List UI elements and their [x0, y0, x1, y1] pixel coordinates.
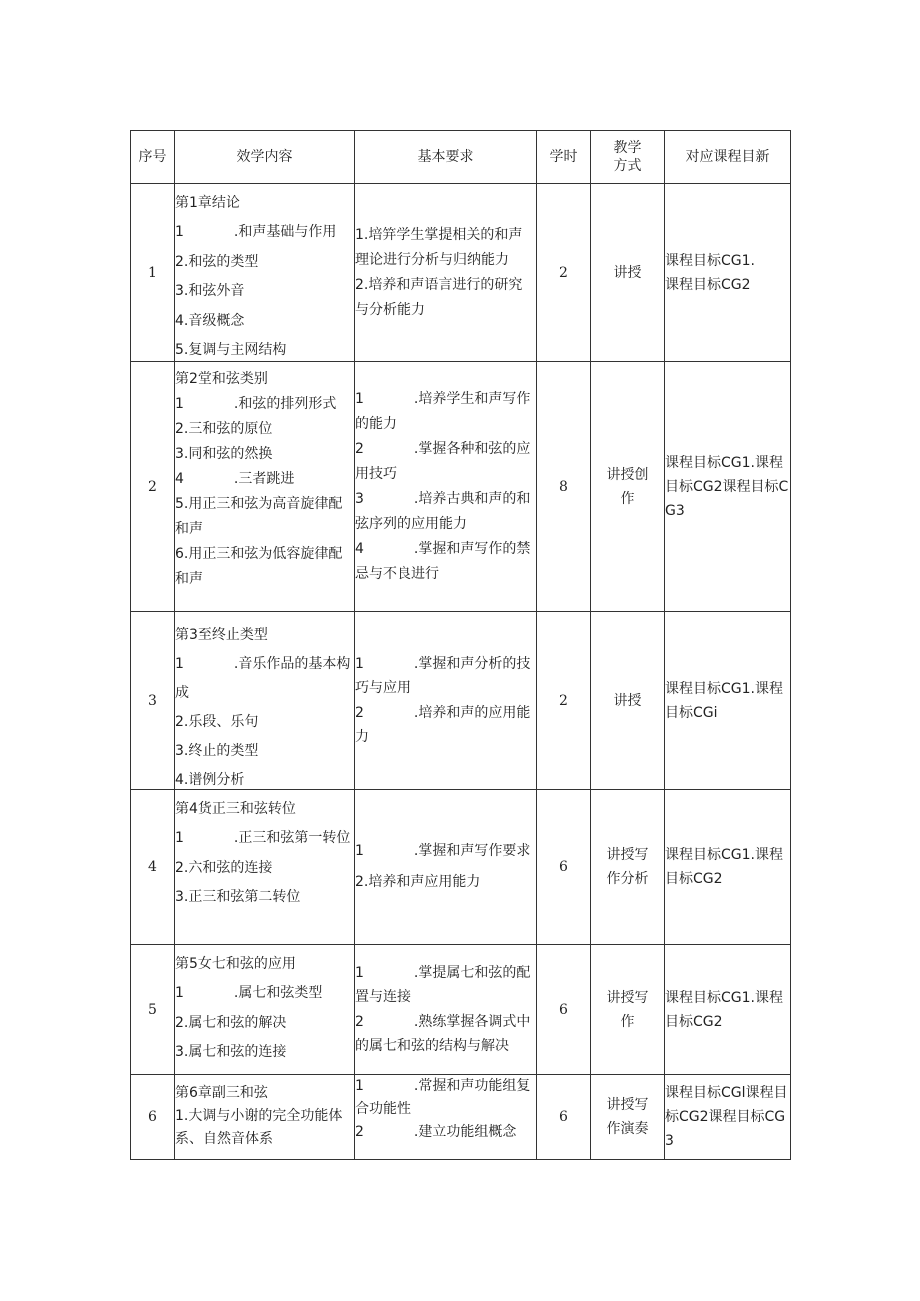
- hours-cell: 8: [537, 362, 591, 612]
- method-cell: [591, 362, 665, 612]
- header-method-line: 方式: [613, 158, 642, 174]
- requirement-line: 2.培养和声应用能力: [355, 874, 481, 890]
- method-cell: [591, 184, 665, 362]
- header-content: 效学内容: [175, 131, 355, 184]
- method-text: 讲授: [613, 264, 642, 281]
- content-line: 4.谱例分析: [175, 771, 245, 787]
- content-line: 1 .和声基础与作用: [175, 224, 337, 240]
- table-row: [131, 790, 791, 945]
- content-line: 1 .正三和弦第一转位: [175, 830, 351, 846]
- content-line: 第4货正三和弦转位: [175, 800, 296, 817]
- method-text: 讲授写作演奏: [606, 1097, 649, 1137]
- content-line: 3.正三和弦第二转位: [175, 889, 301, 905]
- goals-cell: [665, 612, 791, 790]
- goal-line: 课程目标CG1.: [665, 252, 755, 269]
- row-number: 6: [131, 1075, 175, 1160]
- content-cell: [175, 362, 355, 612]
- content-line: 1 .属七和弦类型: [175, 985, 323, 1001]
- content-line: 4.音级概念: [175, 312, 245, 329]
- header-method: [591, 131, 665, 184]
- goal-line: 课程目标CG1.课程目标CG2: [665, 847, 783, 887]
- content-line: 1 .和弦的排列形式: [175, 395, 337, 412]
- requirements-cell: [355, 184, 537, 362]
- method-cell: [591, 612, 665, 790]
- table-row: [131, 184, 791, 362]
- requirement-line: 1 .培养学生和声写作的能力: [355, 390, 531, 432]
- header-method-line: 教学: [613, 140, 642, 156]
- content-line: 1.大调与小谢的完全功能体系、自然音体系: [175, 1107, 343, 1147]
- goal-line: 课程目标CG1.课程目标CG2课程目标CG3: [665, 454, 789, 519]
- row-number: 1: [131, 184, 175, 362]
- row-number: 5: [131, 945, 175, 1075]
- content-line: 5.复调与主网结构: [175, 342, 287, 358]
- hours-cell: 6: [537, 1075, 591, 1160]
- content-line: 2.属七和弦的解决: [175, 1014, 287, 1031]
- requirement-line: 4 .掌握和声写作的禁忌与不良进行: [355, 540, 531, 582]
- content-line: 5.用正三和弦为高音旋律配和声: [175, 495, 343, 537]
- content-line: 4 .三者跳进: [175, 470, 295, 487]
- hours-cell: 6: [537, 945, 591, 1075]
- content-line: 第1章结论: [175, 194, 240, 211]
- content-line: 1 .音乐作品的基本构成: [175, 655, 351, 701]
- goal-line: 课程目标CG1.课程目标CGi: [665, 680, 783, 721]
- requirement-line: 1 .掌提属七和弦的配置与连接: [355, 964, 531, 1005]
- goal-line: 课程目标CG1.课程目标CG2: [665, 989, 783, 1030]
- content-cell: [175, 184, 355, 362]
- content-cell: [175, 945, 355, 1075]
- content-line: 3.同和弦的然换: [175, 445, 273, 462]
- requirements-cell: [355, 612, 537, 790]
- requirements-cell: [355, 1075, 537, 1160]
- goals-cell: [665, 362, 791, 612]
- requirement-line: 1 .常握和声功能组复合功能性: [355, 1078, 531, 1117]
- goals-cell: [665, 1075, 791, 1160]
- content-cell: [175, 790, 355, 945]
- content-line: 第5女七和弦的应用: [175, 955, 296, 972]
- goals-cell: [665, 790, 791, 945]
- content-line: 3.属七和弦的连接: [175, 1044, 287, 1060]
- header-hours: 学时: [537, 131, 591, 184]
- method-text: 讲授写作: [606, 989, 649, 1030]
- method-text: 讲授: [613, 692, 642, 709]
- content-line: 3.终止的类型: [175, 742, 259, 759]
- goals-cell: [665, 184, 791, 362]
- content-cell: [175, 612, 355, 790]
- table-row: [131, 612, 791, 790]
- goals-cell: [665, 945, 791, 1075]
- content-cell: [175, 1075, 355, 1160]
- requirements-cell: [355, 362, 537, 612]
- hours-cell: 2: [537, 612, 591, 790]
- requirement-line: 1 .掌握和声分析的技巧与应用: [355, 655, 531, 696]
- requirements-cell: [355, 790, 537, 945]
- content-line: 2.和弦的类型: [175, 253, 259, 270]
- table-row: [131, 362, 791, 612]
- header-goals: 对应课程目新: [665, 131, 791, 184]
- requirement-line: 2 .培养和声的应用能力: [355, 704, 531, 745]
- content-line: 2.六和弦的连接: [175, 859, 273, 876]
- syllabus-table: [130, 130, 791, 1160]
- requirement-line: 2 .建立功能组概念: [355, 1124, 517, 1140]
- method-text: 讲授创作: [606, 466, 649, 507]
- requirement-line: 3 .培养古典和声的和弦序列的应用能力: [355, 490, 531, 532]
- table-row: [131, 945, 791, 1075]
- table-row: [131, 1075, 791, 1160]
- content-line: 6.用正三和弦为低容旋律配和声: [175, 545, 343, 587]
- requirement-line: 2.培养和声语言进行的研究与分析能力: [355, 276, 523, 318]
- goal-line: 课程目标CGl课程目标CG2课程目标CG3: [665, 1085, 788, 1149]
- hours-cell: 6: [537, 790, 591, 945]
- requirements-cell: [355, 945, 537, 1075]
- content-line: 2.三和弦的原位: [175, 420, 273, 437]
- method-cell: [591, 1075, 665, 1160]
- method-text: 讲授写作分析: [606, 847, 649, 887]
- method-cell: [591, 790, 665, 945]
- requirement-line: 1 .掌握和声写作要求: [355, 843, 531, 859]
- content-line: 第6章副三和弦: [175, 1084, 268, 1101]
- method-cell: [591, 945, 665, 1075]
- hours-cell: 2: [537, 184, 591, 362]
- goal-line: 课程目标CG2: [665, 276, 751, 293]
- row-number: 4: [131, 790, 175, 945]
- requirement-line: 1.培笄学生掌提相关的和声理论进行分析与归纳能力: [355, 226, 523, 268]
- requirement-line: 2 .熟练掌握各调式中的属七和弦的结构与解决: [355, 1013, 531, 1054]
- content-line: 3.和弦外音: [175, 283, 245, 299]
- header-no: 序号: [131, 131, 175, 184]
- requirement-line: 2 .掌握各种和弦的应用技巧: [355, 440, 531, 482]
- content-line: 2.乐段、乐句: [175, 713, 259, 730]
- header-row: [131, 131, 791, 184]
- row-number: 3: [131, 612, 175, 790]
- content-line: 第3至终止类型: [175, 626, 268, 643]
- row-number: 2: [131, 362, 175, 612]
- header-requirements: 基本要求: [355, 131, 537, 184]
- content-line: 第2堂和弦类别: [175, 370, 268, 387]
